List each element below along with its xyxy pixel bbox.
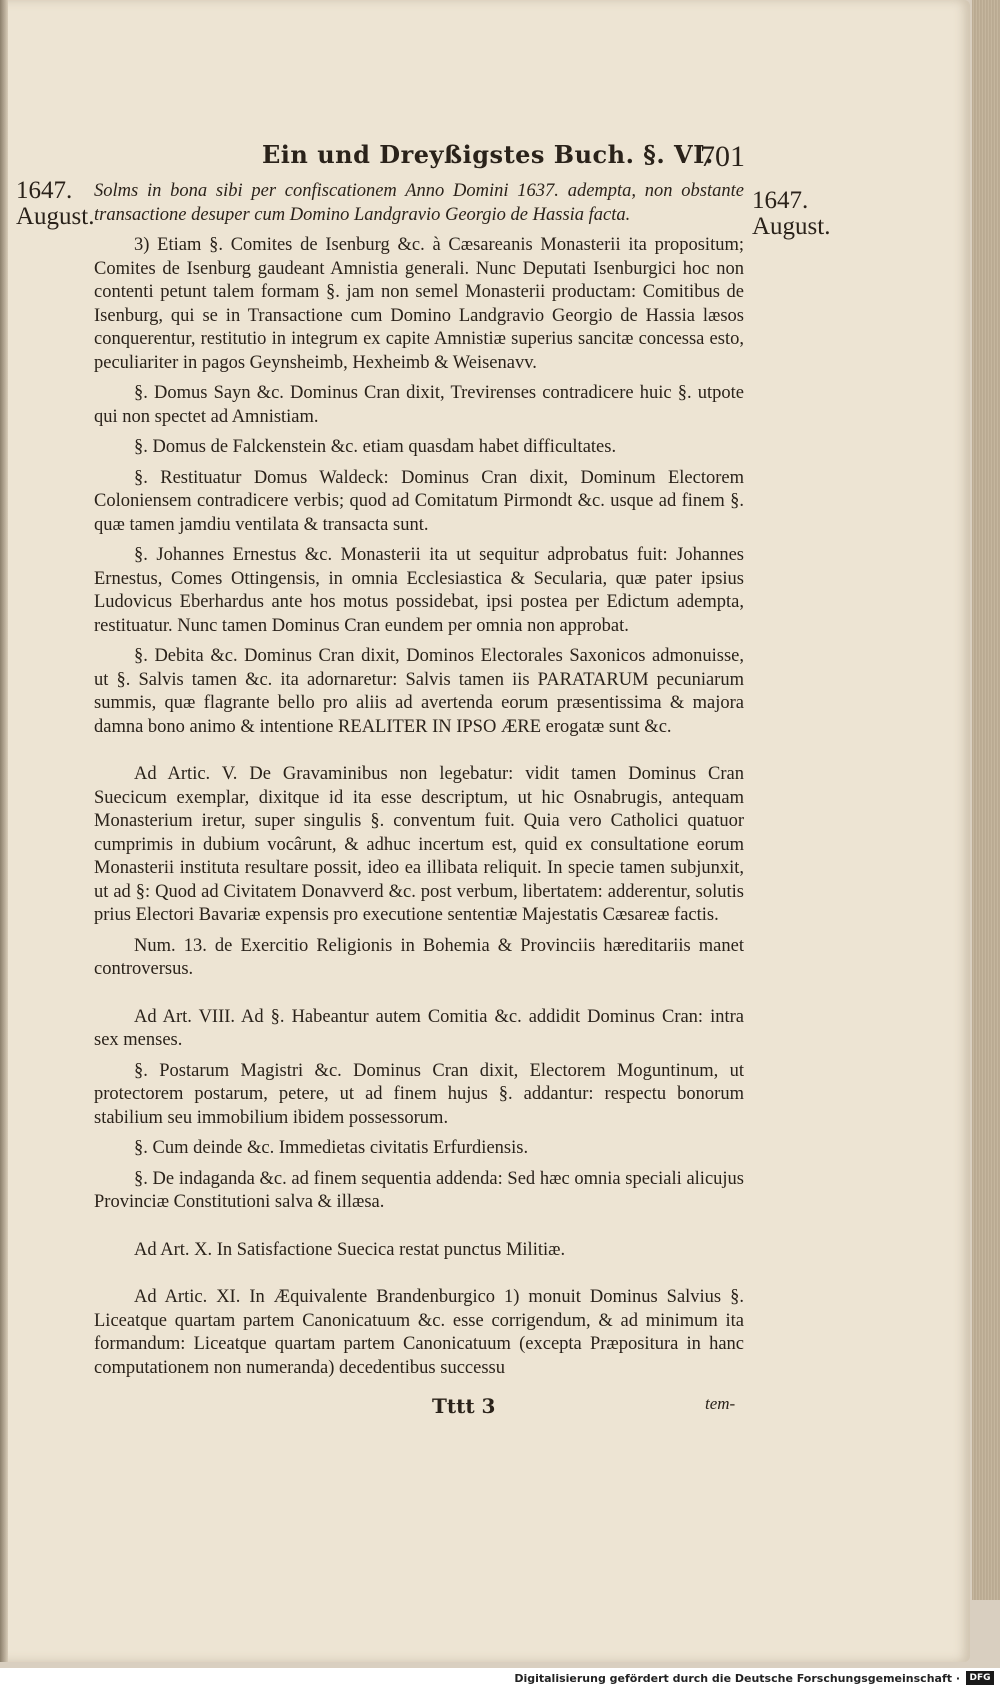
paragraph: §. Postarum Magistri &c. Dominus Cran dixit, Electorem Moguntinum, ut protectorem postarum, petere, ut ad finem hujus §. addantur: respectu bonorum stabilium seu immobilium ibidem possessorum. [94,1060,744,1128]
paragraph: Num. 13. de Exercitio Religionis in Bohemia & Provinciis hæreditariis manet controversus. [94,935,744,979]
page-fore-edge [972,0,1000,1600]
margin-month-left: August. [16,203,95,230]
paragraph: §. Domus Sayn &c. Dominus Cran dixit, Trevirenses contradicere huic §. utpote qui non spectet ad Amnistiam. [94,383,744,427]
paragraph: Ad Art. VIII. Ad §. Habeantur autem Comitia &c. addidit Dominus Cran: intra sex menses. [94,1006,744,1050]
dfg-logo-icon: DFG [966,1671,994,1685]
catchword: tem- [705,1394,736,1413]
margin-month-right: August. [752,213,831,240]
signature-mark: Tttt 3 [432,1394,496,1418]
paragraph: §. Restituatur Domus Waldeck: Dominus Cran dixit, Dominum Electorem Coloniensem contradicere verbis; quod ad Comitatum Pirmondt &c. usque ad finem §. quæ tamen jamdiu ventilata & transacta sunt. [94,467,744,535]
paragraph: Solms in bona sibi per confiscationem Anno Domini 1637. adempta, non obstante transactione desuper cum Domino Landgravio Georgio de Hassia facta. [94,181,744,225]
paragraph: §. De indaganda &c. ad finem sequentia addenda: Sed hæc omnia speciali alicujus Provinciæ Constitutioni salva & illæsa. [94,1168,744,1212]
page-number: 701 [700,140,745,173]
paragraph: Ad Artic. V. De Gravaminibus non legebatur: vidit tamen Dominus Cran Suecicum exemplar, dixitque id ita esse descriptum, ut hic Osnabrugis, antequam Monasterium iretur, super singulis §. conventum fuit. Quia vero Catholici quatuor cumprimis in dubium vocârunt, & adhuc incertum est, quid ex consultatione eorum Monasterii instituta resultare possit, ideo ea illibata reliquit. In specie tamen subjunxit, ut ad §: Quod ad Civitatem Donavverd &c. post verbum, libertatem: adderentur, solutis prius Electori Bavariæ expensis pro executione sententiæ Majestatis Cæsareæ factis. [94,764,744,925]
page-gutter [0,0,8,1662]
funding-credit: Digitalisierung gefördert durch die Deutsche Forschungsgemeinschaft · [514,1672,960,1685]
paragraph: §. Cum deinde &c. Immedietas civitatis Erfurdiensis. [134,1138,529,1158]
paragraph: Ad Art. X. In Satisfactione Suecica restat punctus Militiæ. [134,1239,566,1260]
paragraph: §. Debita &c. Dominus Cran dixit, Dominos Electorales Saxonicos admonuisse, ut §. Salvis tamen &c. ita adornaretur: Salvis tamen iis PARATARUM pecuniarum summis, quæ flagrante bello pro aliis ad avertenda eorum præsentissima & majora damna bono animo & intentione REALITER IN IPSO ÆRE erogatæ sunt &c. [94,646,744,737]
paragraph: §. Johannes Ernestus &c. Monasterii ita ut sequitur adprobatus fuit: Johannes Ernestus, Comes Ottingensis, in omnia Ecclesiastica & Secularia, quæ pater ipsius Ludovicus Eberhardus ante hos motus possidebat, ipsi postea per Edictum adempta, restituatur. Nunc tamen Dominus Cran eundem per omnia non approbat. [94,545,744,636]
main-text [94,180,744,1387]
margin-note-right [752,188,830,240]
paragraph: Ad Artic. XI. In Æquivalente Brandenburgico 1) monuit Dominus Salvius §. Liceatque quartam partem Canonicatuum &c. esse corrigendum, & ad minimum ita formandum: Liceatque quartam partem Canonicatuum (excepta Præpositura in hanc computationem non numeranda) decedentibus successu [94,1287,744,1378]
running-title: Ein und Dreyßigstes Buch. §. VI. [262,140,714,169]
margin-year-right: 1647. [752,187,809,214]
paragraph: 3) Etiam §. Comites de Isenburg &c. à Cæsareanis Monasterii ita propositum; Comites de Isenburg gaudeant Amnistia generali. Nunc Deputati Isenburgici hoc non contenti petunt talem formam §. jam non semel Monasterii productam: Comitibus de Isenburg, qui se in Transactione cum Domino Landgravio Georgio de Hassia læsos conquerentur, restitutio in integrum ex capite Amnistiæ superius sancitæ concessa esto, peculiariter in pagos Geynsheimb, Hexheimb & Weisenavv. [94,235,744,373]
paragraph: §. Domus de Falckenstein &c. etiam quasdam habet difficultates. [134,437,617,457]
margin-note-left [16,178,94,230]
margin-year-left: 1647. [16,177,73,204]
